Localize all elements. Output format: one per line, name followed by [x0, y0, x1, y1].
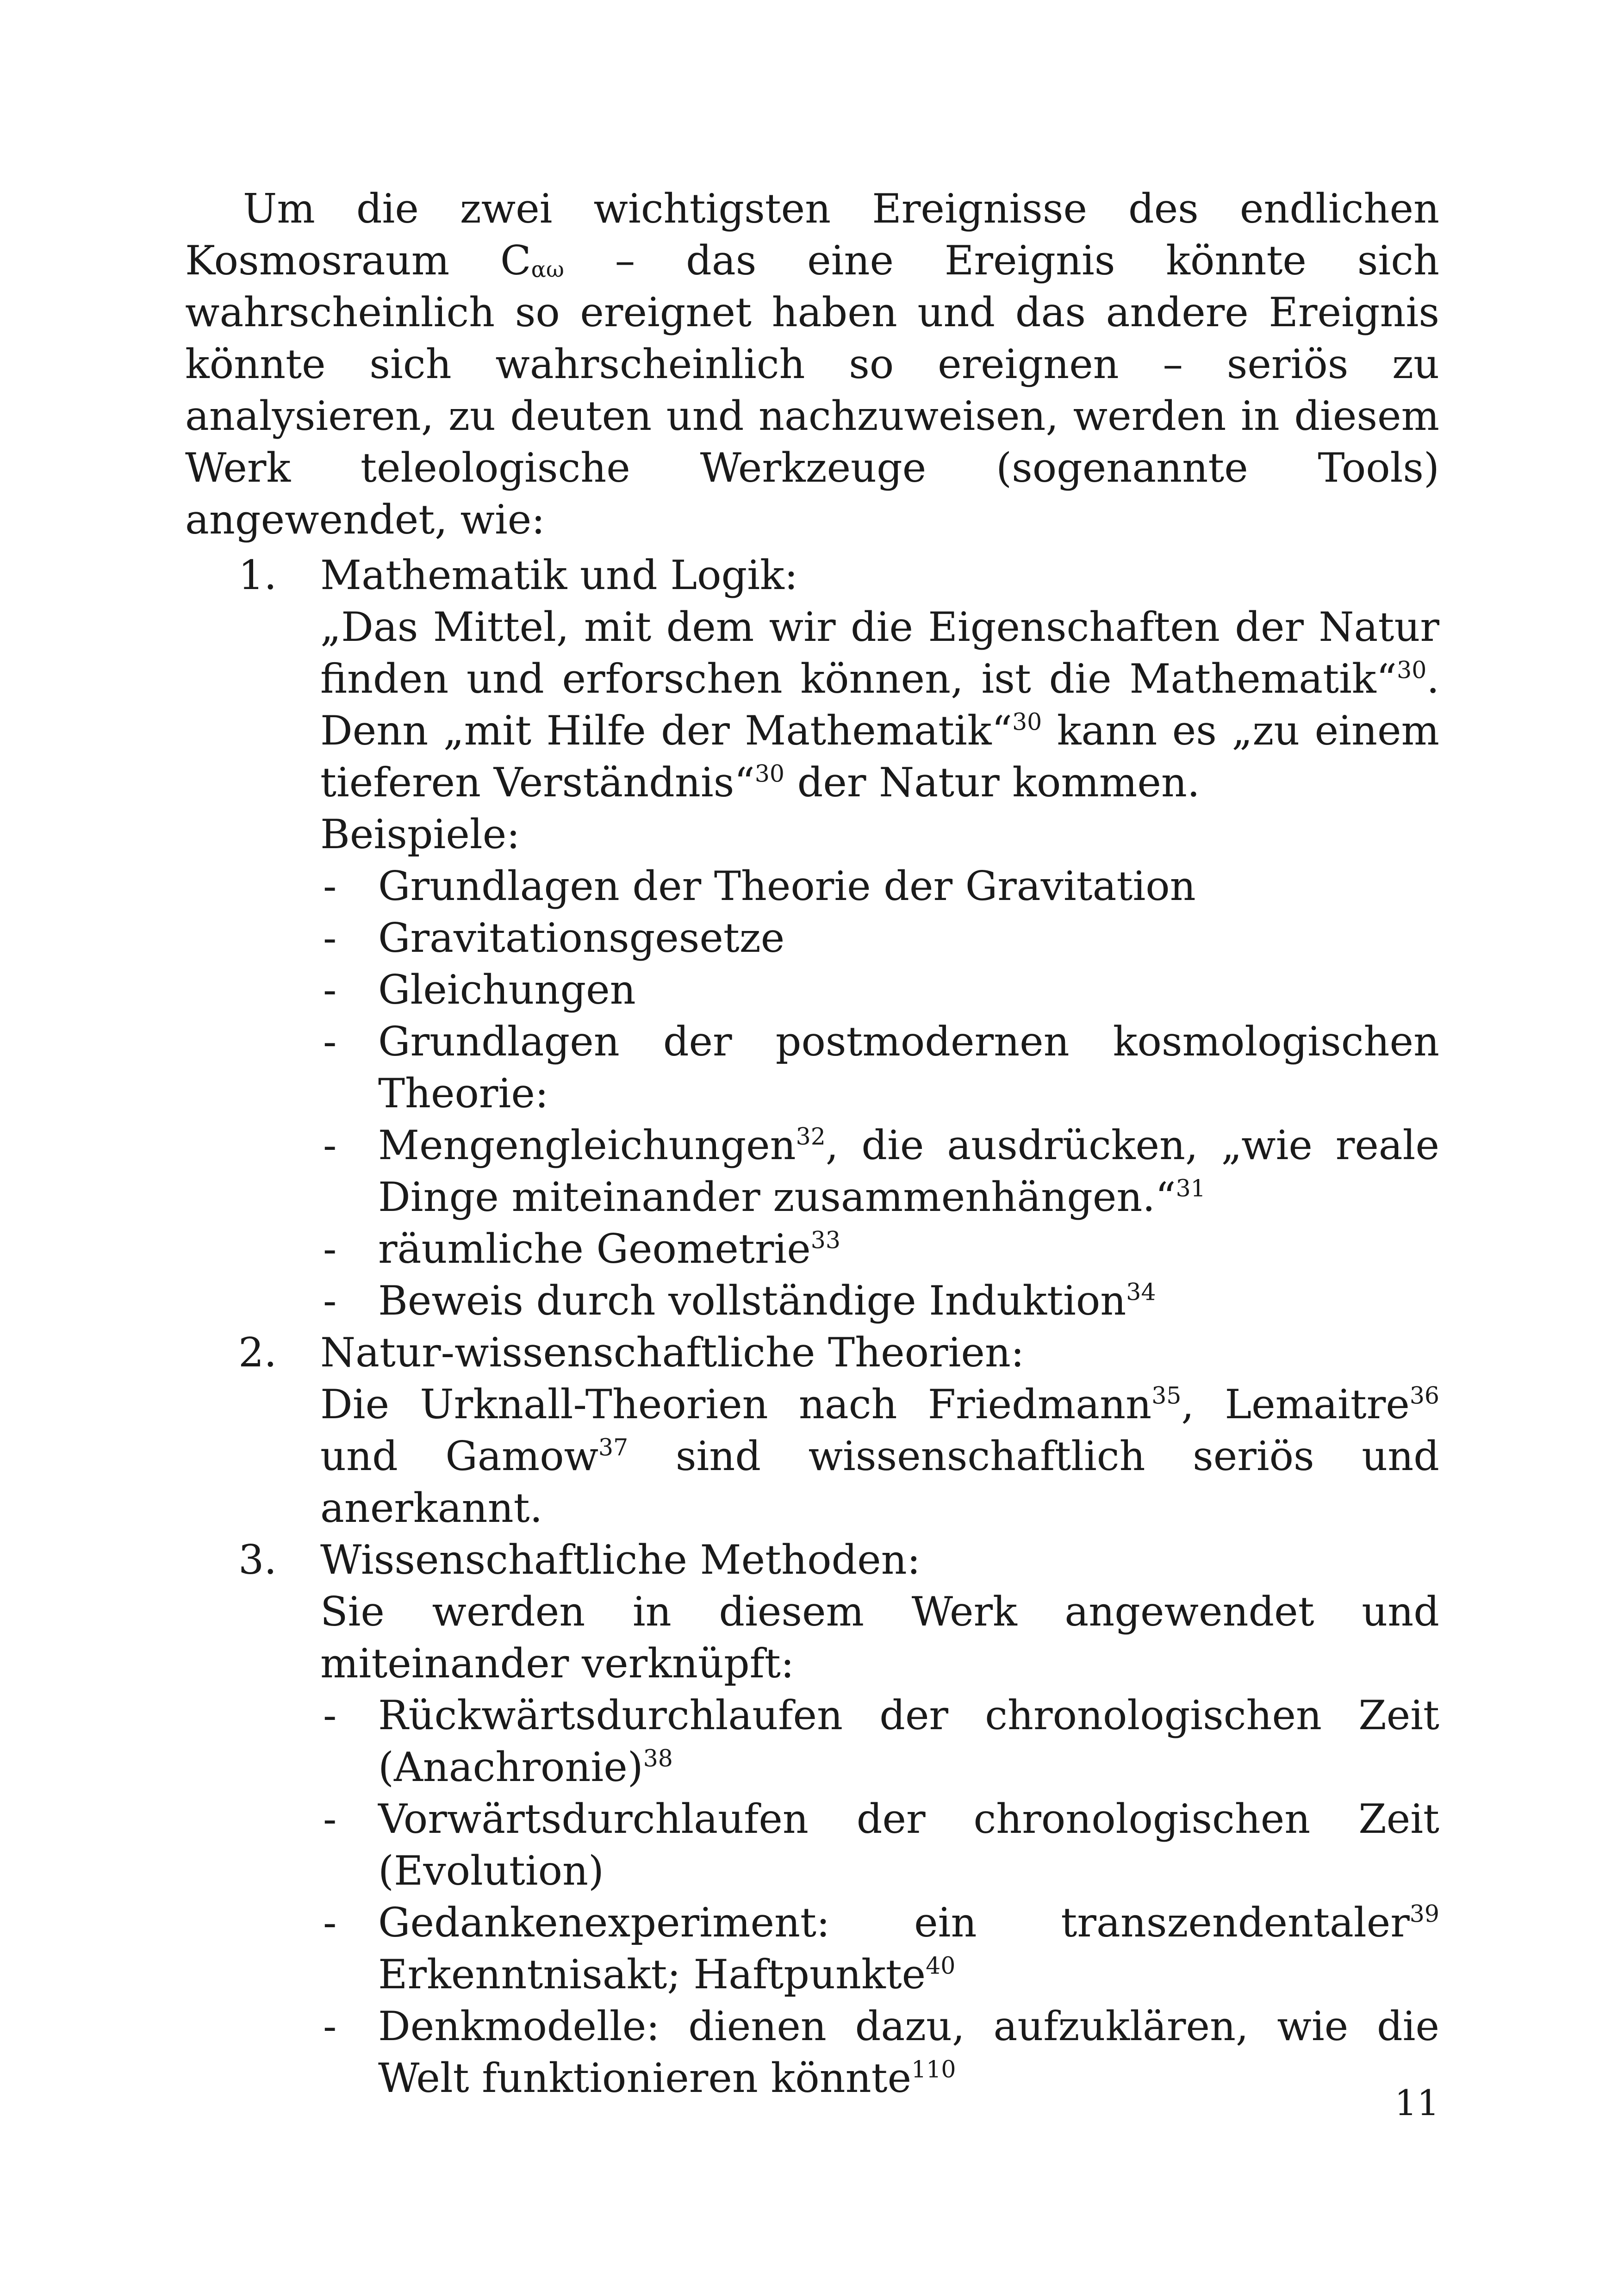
list-item [320, 1793, 1439, 1897]
dash-marker: - [323, 2003, 337, 2050]
item-number: 3. [238, 1536, 277, 1583]
body-text: Die Urknall-Theorien nach Friedmann [320, 1381, 1152, 1428]
footnote-ref: 35 [1151, 1382, 1182, 1409]
list-item-text: Erkenntnisakt; Haftpunkte [378, 1951, 926, 1998]
list-item-text: Rückwärtsdurchlaufen der chronologischen Zeit (Anachronie) [378, 1692, 1439, 1791]
page-number: 11 [1394, 2082, 1439, 2123]
list-item-text: Vorwärtsdurchlaufen der chronologischen Zeit (Evolution) [378, 1795, 1439, 1894]
footnote-ref: 30 [1012, 708, 1042, 736]
list-item [320, 1016, 1439, 1119]
footnote-ref: 32 [796, 1123, 826, 1150]
tool-item-methods [185, 1534, 1439, 2104]
methods-list [320, 1689, 1439, 2104]
footnote-ref: 33 [810, 1226, 840, 1254]
intro-paragraph [185, 183, 1439, 546]
cosmos-subscript: αω [531, 257, 564, 283]
intro-text-1: Um die zwei wichtigsten Ereignisse des endlichen Kosmosraum C [185, 185, 1439, 284]
footnote-ref: 40 [926, 1952, 956, 1980]
examples-list [320, 860, 1439, 1327]
list-item [320, 912, 1439, 964]
list-item-text: , die ausdrücken, „wie reale Dinge miteinander zusammenhängen.“ [378, 1122, 1439, 1221]
dash-marker: - [323, 1122, 337, 1169]
footnote-ref: 34 [1126, 1278, 1156, 1306]
mathematics-quote [320, 601, 1439, 808]
list-item-text: Denkmodelle: dienen dazu, aufzuklären, wie die Welt funktionieren könnte [378, 2003, 1439, 2102]
list-item [320, 964, 1439, 1016]
list-item [320, 1897, 1439, 2000]
dash-marker: - [323, 1692, 337, 1739]
theories-body [320, 1378, 1439, 1534]
dash-marker: - [323, 914, 337, 962]
list-item-text: Grundlagen der postmodernen kosmologischen Theorie: [378, 1018, 1439, 1117]
quote-text: „Das Mittel, mit dem wir die Eigenschaften der Natur finden und erforschen können, ist die Mathematik“ [320, 603, 1439, 702]
list-item-text: Grundlagen der Theorie der Gravitation [378, 863, 1196, 910]
tool-item-mathematics [185, 549, 1439, 1327]
methods-body: Sie werden in diesem Werk angewendet und miteinander verknüpft: [320, 1588, 1439, 1687]
dash-marker: - [323, 1277, 337, 1324]
dash-marker: - [323, 1795, 337, 1843]
list-item-text: Gravitationsgesetze [378, 914, 785, 962]
quote-text: kann es „zu einem tieferen Verständnis“ [320, 707, 1439, 806]
body-text: und Gamow [320, 1433, 599, 1480]
list-item [320, 1223, 1439, 1275]
list-item-text: Beweis durch vollständige Induktion [378, 1277, 1126, 1324]
footnote-ref: 38 [643, 1744, 673, 1772]
footnote-ref: 37 [598, 1433, 629, 1461]
body-text: sind wissenschaftlich seriös und anerkannt. [320, 1433, 1439, 1532]
page-body [185, 183, 1439, 2104]
list-item [320, 2000, 1439, 2104]
dash-marker: - [323, 1225, 337, 1272]
list-item-text: Mengengleichungen [378, 1122, 796, 1169]
list-item [320, 1275, 1439, 1327]
footnote-ref: 39 [1409, 1900, 1439, 1928]
list-item [320, 1119, 1439, 1223]
item-heading: Natur-wissenschaftliche Theorien: [320, 1329, 1025, 1376]
body-text: , Lemaitre [1181, 1381, 1410, 1428]
footnote-ref: 30 [1397, 656, 1427, 684]
list-item [320, 860, 1439, 912]
tools-list [185, 549, 1439, 2104]
footnote-ref: 30 [754, 760, 785, 788]
item-heading: Mathematik und Logik: [320, 552, 798, 599]
item-number: 1. [238, 552, 277, 599]
dash-marker: - [323, 1899, 337, 1946]
dash-marker: - [323, 1018, 337, 1065]
examples-label: Beispiele: [320, 811, 520, 858]
list-item [320, 1689, 1439, 1793]
intro-text-2: – das eine Ereignis könnte sich wahrscheinlich so ereignet haben und das andere Ereignis könnte sich wahrscheinlich so ereignen – seriös zu analysieren, zu deuten und nachzuweisen, werden in diesem Werk teleologische Werkzeuge (sogenannte Tools) angewendet, wie: [185, 237, 1439, 543]
quote-text: der Natur kommen. [784, 759, 1200, 806]
footnote-ref: 36 [1409, 1382, 1440, 1409]
quote-text: . Denn „mit Hilfe der Mathematik“ [320, 655, 1439, 754]
footnote-ref: 31 [1176, 1174, 1206, 1202]
list-item-text: Gleichungen [378, 966, 636, 1013]
footnote-ref: 110 [911, 2055, 956, 2083]
item-number: 2. [238, 1329, 277, 1376]
list-item-text: Gedankenexperiment: ein transzendentaler [378, 1899, 1410, 1946]
item-heading: Wissenschaftliche Methoden: [320, 1536, 921, 1583]
dash-marker: - [323, 966, 337, 1013]
tool-item-theories [185, 1327, 1439, 1534]
dash-marker: - [323, 863, 337, 910]
list-item-text: räumliche Geometrie [378, 1225, 811, 1272]
